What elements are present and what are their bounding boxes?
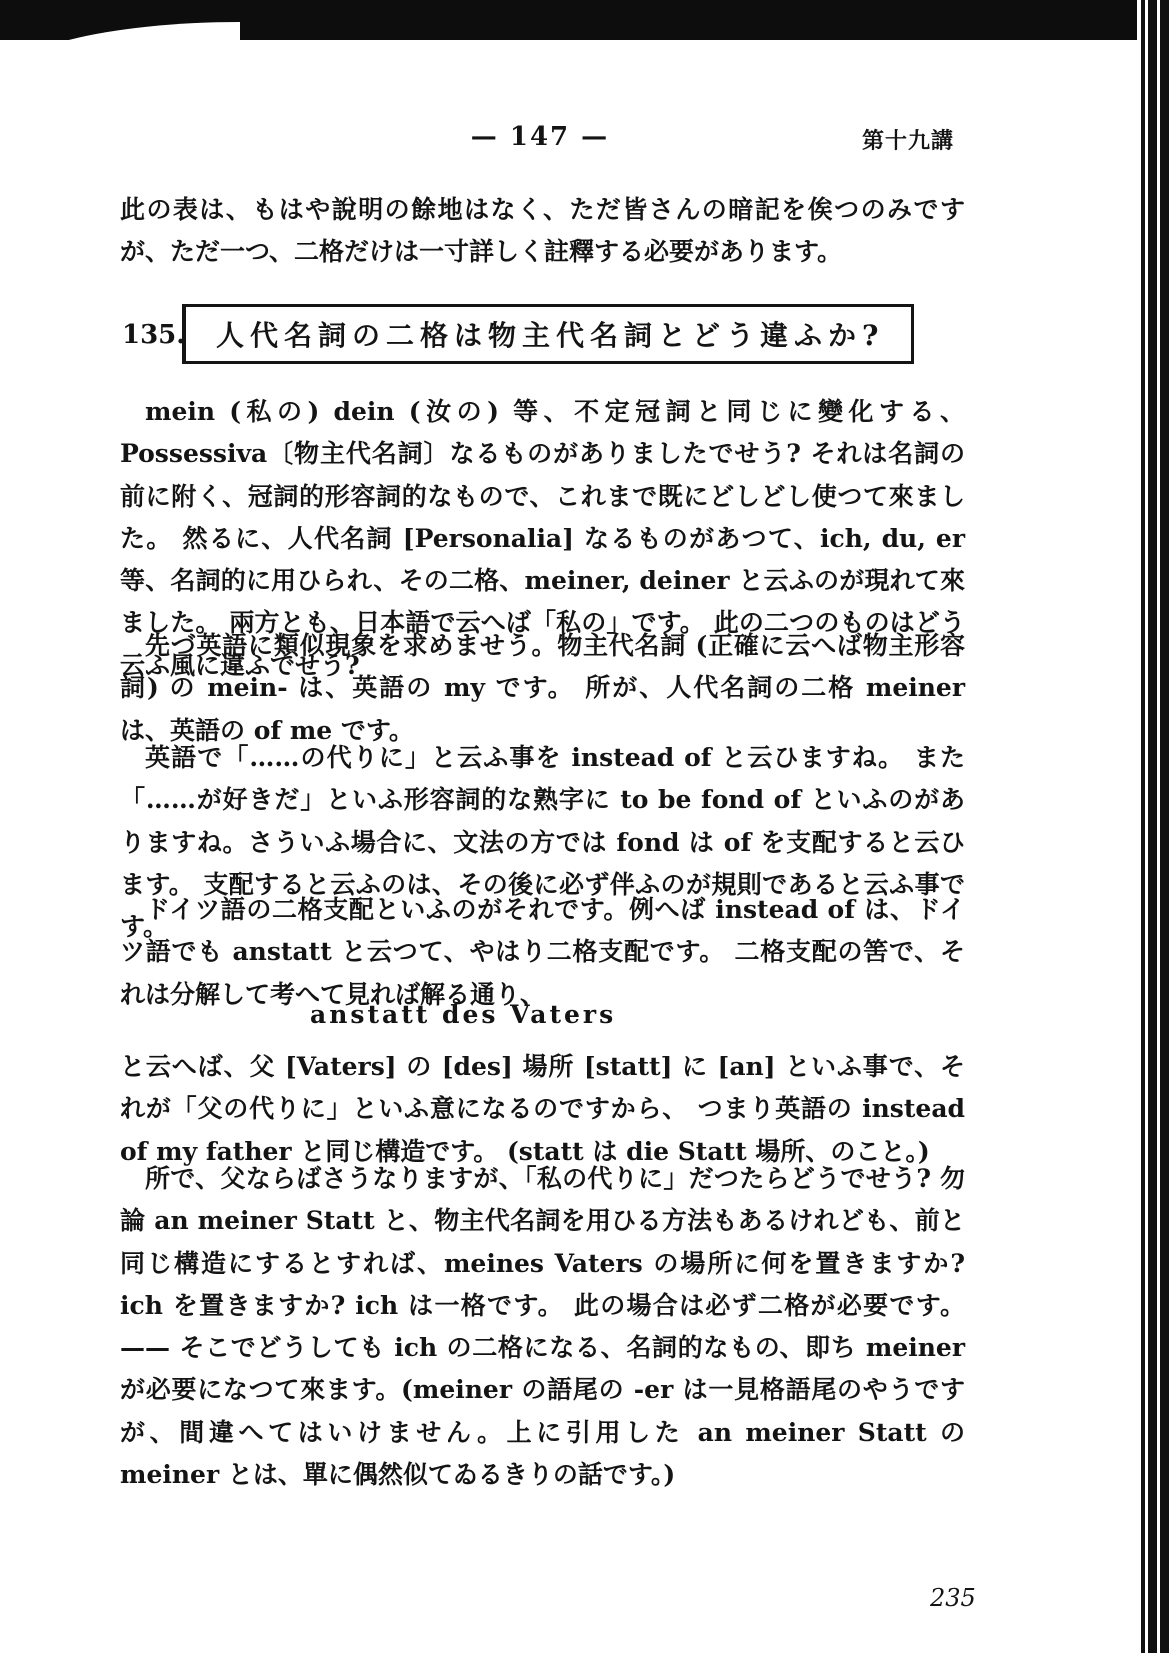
intro-paragraph: 此の表は、もはや說明の餘地はなく、ただ皆さんの暗記を俟つのみですが、ただ一つ、二格だけは一寸詳しく註釋する必要があります。 <box>120 195 965 267</box>
section-number: 135. <box>122 320 186 350</box>
paragraph-5: と云へば、父 [Vaters] の [des] 場所 [statt] に [an] といふ事で、それが「父の代りに」といふ意になるのですから、 つまり英語の instead of my father と同じ構造です。 (statt は die Statt 場所、のこと。) <box>120 1052 965 1166</box>
section-heading: 人代名詞の二格は物主代名詞とどう違ふか? <box>216 319 885 352</box>
paragraph-4: ドイツ語の二格支配といふのがそれです。例へば instead of は、ドイツ語でも anstatt と云つて、やはり二格支配です。 二格支配の筈で、それは分解して考へて見れば解る通り、 <box>120 895 965 1009</box>
page-number: — 147 — <box>470 122 610 152</box>
paragraph-6: 所で、父ならばさうなりますが、「私の代りに」だつたらどうでせう? 勿論 an meiner Statt と、物主代名詞を用ひる方法もあるけれども、前と同じ構造にするとすれば、meines Vaters の場所に何を置きますか? ich を置きますか? ich は一格です。 此の場合は必ず二格が必要です。—— そこでどうしても ich の二格になる、名詞的なもの、即ち meiner が必要になつて來ます。(meiner の語尾の -er は一見格語尾のやうですが、間違へてはいけません。上に引用した an meiner Statt の meiner とは、單に偶然似てゐるきりの話です。) <box>120 1164 965 1490</box>
section-heading-box <box>182 304 914 364</box>
example-phrase: anstatt des Vaters <box>310 1000 617 1029</box>
paragraph-3: 英語で「……の代りに」と云ふ事を instead of と云ひますね。 また「……が好きだ」といふ形容詞的な熟字に to be fond of といふのがありますね。さういふ場合に、文法の方では fond は of を支配すると云ひます。 支配すると云ふのは、その後に必ず伴ふのが規則であると云ふ事です。 <box>120 743 965 942</box>
paragraph-2: 先づ英語に類似現象を求めませう。物主代名詞 (正確に云へば物主形容詞) の mein- は、英語の my です。 所が、人代名詞の二格 meiner は、英語の of me です。 <box>120 631 965 745</box>
chapter-heading: 第十九講 <box>862 128 955 154</box>
paragraph-1: mein (私の) dein (汝の) 等、不定冠詞と同じに變化する、Possessiva〔物主代名詞〕なるものがありましたでせう? それは名詞の前に附く、冠詞的形容詞的なもので、これまで既にどしどし使つて來ました。 然るに、人代名詞 [Personalia] なるものがあつて、ich, du, er 等、名詞的に用ひられ、その二格、meiner, deiner と云ふのが現れて來ました。 兩方とも、日本語で云へば「私の」です。 此の二つのものはどう云ふ風に違ふでせう? <box>120 397 965 680</box>
folio-number: 235 <box>930 1584 976 1612</box>
